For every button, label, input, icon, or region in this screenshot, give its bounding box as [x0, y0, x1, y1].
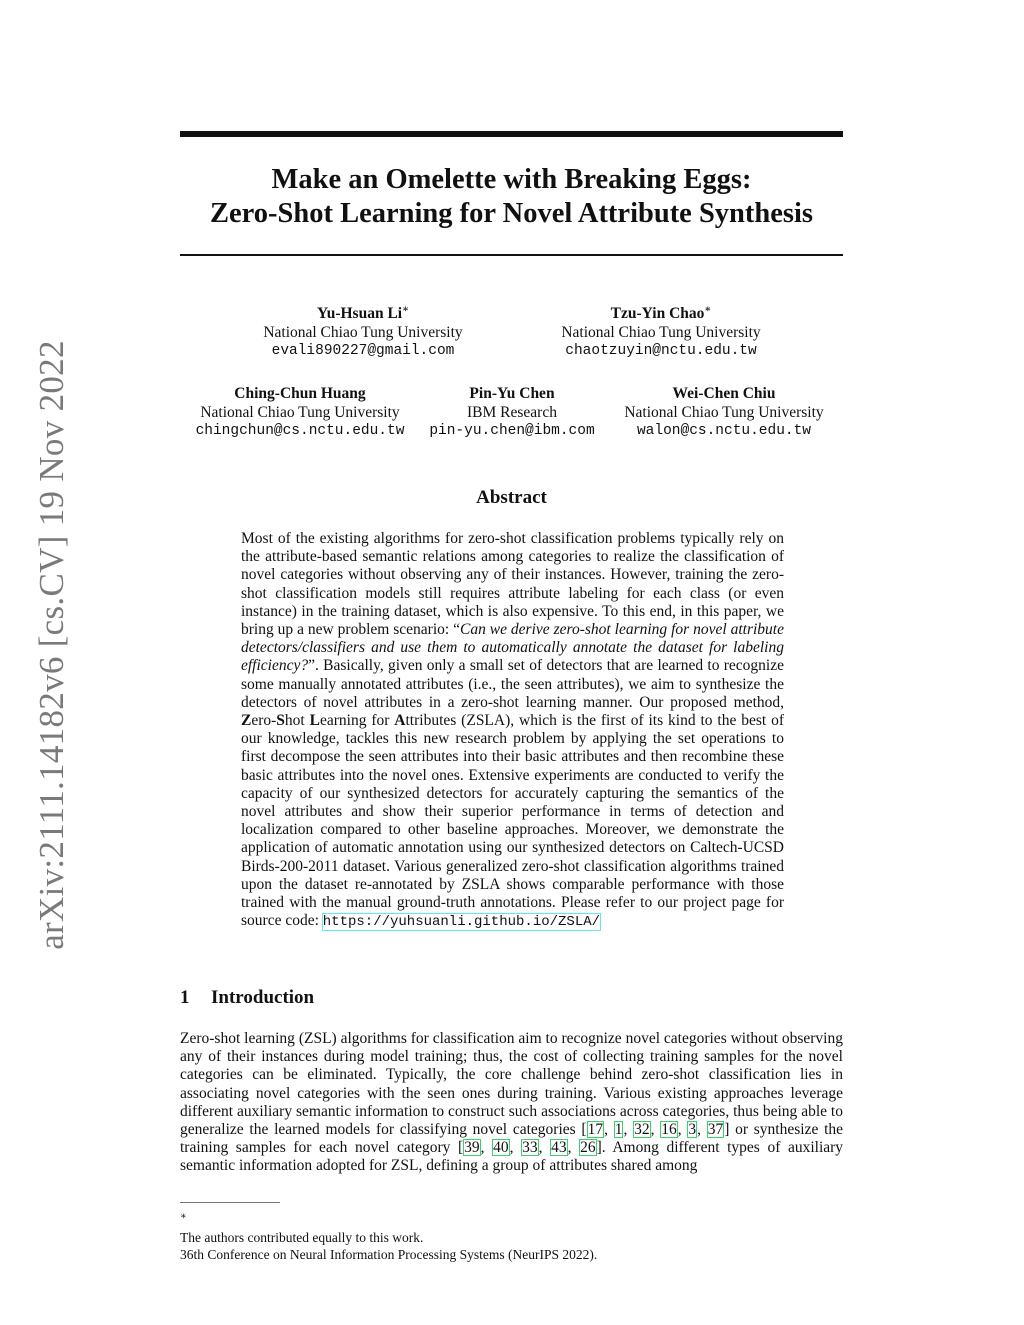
author-name: Tzu-Yin Chao∗: [610, 304, 712, 323]
citation-link[interactable]: 3: [688, 1121, 697, 1139]
title-line-1: Make an Omelette with Breaking Eggs:: [271, 164, 752, 195]
project-page-link[interactable]: https://yuhsuanli.github.io/ZSLA/: [322, 914, 601, 931]
author-block: [213, 300, 513, 361]
introduction-paragraph: Zero-shot learning (ZSL) algorithms for classification aim to recognize novel categories without observing any of their instances during model training; thus, the cost of collecting training samples for the novel categories can be eliminated. Typically, the core challenge behind zero-shot classification lies in associating novel categories with the seen ones during training. Various existing approaches leverage different auxiliary semantic information to construct such associations across categories, thus being able to generalize the learned models for classifying novel categories [17, 1, 32, 16, 3, 37] or synthesize the training samples for each novel category [39, 40, 33, 43, 26]. Among different types of auxiliary semantic information adopted for ZSL, defining a group of attributes shared among: [180, 1030, 844, 1175]
section-number: 1: [180, 987, 190, 1008]
footnote: [180, 1208, 597, 1263]
author-affiliation: National Chiao Tung University: [263, 324, 463, 342]
citation-link[interactable]: 16: [661, 1121, 677, 1139]
footnote-rule: [180, 1202, 280, 1203]
author-affiliation: IBM Research: [467, 404, 557, 421]
abstract-text: Most of the existing algorithms for zero-shot classification problems typically rely on the attribute-based semantic relations among categories to realize the classification of novel categories without observing any of their instances. However, training the zero-shot classification models still requires attribute labeling for each class (or even instance) in the training dataset, which is also expensive. To this end, in this paper, we bring up a new problem scenario: “Can we derive zero-shot learning for novel attribute detectors/classifiers and use them to automatically annotate the dataset for labeling efficiency?”. Basically, given only a small set of detectors that are learned to recognize some manually annotated attributes (i.e., the seen attributes), we aim to synthesize the detectors of novel attributes in a zero-shot learning manner. Our proposed method, Zero-Shot Learning for Attributes (ZSLA), which is the first of its kind to the best of our knowledge, tackles this new research problem by applying the set operations to first decompose the seen attributes into their basic attributes and then recombine these basic attributes into the novel ones. Extensive experiments are conducted to verify the capacity of our synthesized detectors for accurately capturing the semantics of the novel attributes and show their superior performance in terms of detection and localization compared to other baseline approaches. Moreover, we demonstrate the application of automatic annotation using our synthesized detectors on Caltech-UCSD Birds-200-2011 dataset. Various generalized zero-shot classification algorithms trained upon the dataset re-annotated by ZSLA shows comparable performance with those trained with the manual ground-truth annotations. Please refer to our project page for source code: https://yuhsuanli.github.io/ZSLA/: [241, 530, 784, 931]
author-email[interactable]: walon@cs.nctu.edu.tw: [636, 423, 812, 439]
author-name: Yu-Hsuan Li∗: [316, 304, 410, 323]
author-name: Wei-Chen Chiu: [672, 385, 776, 402]
title-rule-top: [180, 131, 843, 137]
arxiv-identifier: arXiv:2111.14182v6 [cs.CV] 19 Nov 2022: [32, 340, 71, 950]
author-block: [511, 300, 811, 361]
equal-contribution-mark: ∗: [402, 304, 410, 315]
title-line-2: Zero-Shot Learning for Novel Attribute Synthesis: [210, 198, 813, 229]
citation-link[interactable]: 40: [493, 1139, 509, 1157]
equal-contribution-mark: ∗: [704, 304, 712, 315]
citation-link[interactable]: 43: [551, 1139, 567, 1157]
citation-link[interactable]: 33: [522, 1139, 538, 1157]
conference-venue: 36th Conference on Neural Information Processing Systems (NeurIPS 2022).: [180, 1246, 598, 1262]
author-affiliation: National Chiao Tung University: [200, 404, 400, 421]
author-affiliation: National Chiao Tung University: [561, 324, 761, 342]
author-email[interactable]: chaotzuyin@nctu.edu.tw: [565, 343, 757, 360]
citation-link[interactable]: 1: [614, 1121, 623, 1139]
section-heading-introduction: [180, 987, 314, 1009]
author-name: Pin-Yu Chen: [469, 385, 555, 402]
author-email[interactable]: evali890227@gmail.com: [271, 343, 455, 360]
author-email[interactable]: chingchun@cs.nctu.edu.tw: [195, 423, 405, 439]
author-email[interactable]: pin-yu.chen@ibm.com: [429, 423, 595, 439]
paper-title: [180, 163, 843, 231]
section-title: Introduction: [211, 987, 315, 1008]
author-name: Ching-Chun Huang: [234, 385, 366, 402]
footnote-mark: ∗: [180, 1211, 187, 1222]
citation-link[interactable]: 37: [707, 1121, 724, 1139]
citation-link[interactable]: 17: [587, 1121, 604, 1139]
abstract-heading: Abstract: [476, 487, 547, 508]
title-rule-bottom: [180, 254, 843, 256]
author-affiliation: National Chiao Tung University: [624, 404, 824, 421]
citation-link[interactable]: 26: [580, 1139, 596, 1157]
citation-link[interactable]: 32: [634, 1121, 650, 1139]
author-block: [604, 384, 844, 441]
author-block: [412, 384, 612, 441]
citation-link[interactable]: 39: [464, 1139, 480, 1157]
footnote-text: ∗ The authors contributed equally to this work.: [180, 1211, 424, 1245]
author-block: [180, 384, 420, 441]
abstract-question: Can we derive zero-shot learning for novel attribute detectors/classifiers and use them to automatically annotate the dataset for labeling efficiency?: [241, 621, 784, 675]
